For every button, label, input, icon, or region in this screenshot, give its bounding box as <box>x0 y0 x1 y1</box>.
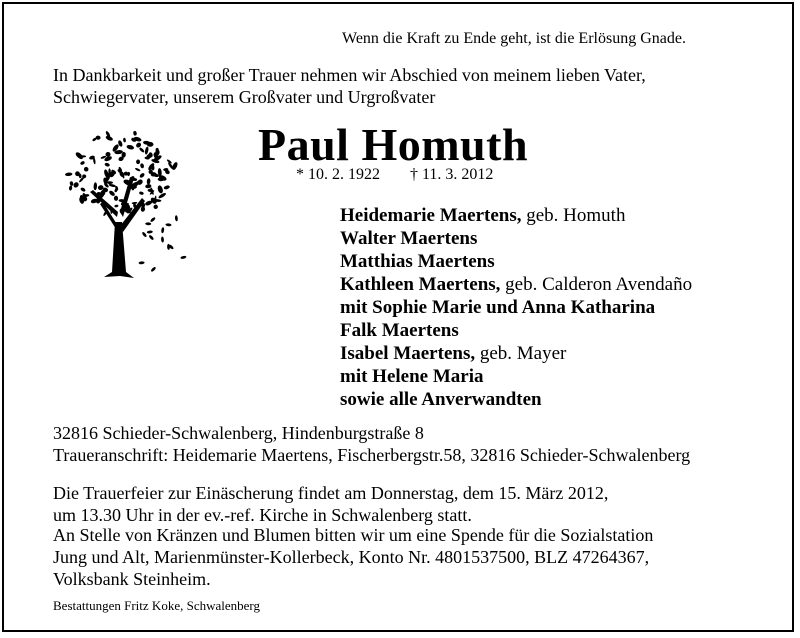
family-member <box>340 342 692 365</box>
member-name: Kathleen Maertens, <box>340 274 501 295</box>
family-member <box>340 365 692 388</box>
family-member <box>340 204 692 227</box>
family-list <box>340 204 692 411</box>
member-name: Heidemarie Maertens, <box>340 205 522 226</box>
address-line: 32816 Schieder-Schwalenberg, Hindenburgstraße 8 <box>53 423 424 443</box>
tree-icon <box>60 122 190 280</box>
intro-line: Schwiegervater, unserem Großvater und Urgroßvater <box>53 87 436 107</box>
motto-quote: Wenn die Kraft zu Ende geht, ist die Erlösung Gnade. <box>342 30 686 47</box>
service-line: Die Trauerfeier zur Einäscherung findet am Donnerstag, dem 15. März 2012, <box>53 483 609 503</box>
intro-line: In Dankbarkeit und großer Trauer nehmen wir Abschied von meinem lieben Vater, <box>53 65 646 85</box>
family-member <box>340 388 692 411</box>
member-note: geb. Mayer <box>475 343 567 364</box>
member-name: Falk Maertens <box>340 320 459 341</box>
donation-info <box>53 524 653 590</box>
member-name: Isabel Maertens, <box>340 343 476 364</box>
birth-date: * 10. 2. 1922 <box>296 166 380 183</box>
member-name: sowie alle Anverwandten <box>340 389 542 410</box>
family-member <box>340 319 692 342</box>
family-member <box>340 250 692 273</box>
service-line: um 13.30 Uhr in der ev.-ref. Kirche in Schwalenberg statt. <box>53 505 472 525</box>
donation-line: An Stelle von Kränzen und Blumen bitten wir um eine Spende für die Sozialstation <box>53 525 654 545</box>
member-note: geb. Calderon Avendaño <box>500 274 693 295</box>
life-dates <box>296 166 523 184</box>
member-name: mit Helene Maria <box>340 366 484 387</box>
member-name: Matthias Maertens <box>340 251 495 272</box>
intro-text <box>53 64 753 108</box>
member-name: mit Sophie Marie und Anna Katharina <box>340 297 656 318</box>
deceased-name: Paul Homuth <box>258 119 529 170</box>
donation-line: Jung und Alt, Marienmünster-Kollerbeck, Konto Nr. 4801537500, BLZ 47264367, <box>53 547 650 567</box>
member-name: Walter Maertens <box>340 228 478 249</box>
family-member <box>340 227 692 250</box>
funeral-home: Bestattungen Fritz Koke, Schwalenberg <box>53 598 260 613</box>
address-block <box>53 422 690 466</box>
family-member <box>340 296 692 319</box>
family-member <box>340 273 692 296</box>
member-note: geb. Homuth <box>521 205 626 226</box>
service-info <box>53 482 608 526</box>
donation-line: Volksbank Steinheim. <box>53 569 211 589</box>
address-line: Traueranschrift: Heidemarie Maertens, Fischerbergstr.58, 32816 Schieder-Schwalenberg <box>53 445 691 465</box>
death-date: † 11. 3. 2012 <box>410 166 494 183</box>
